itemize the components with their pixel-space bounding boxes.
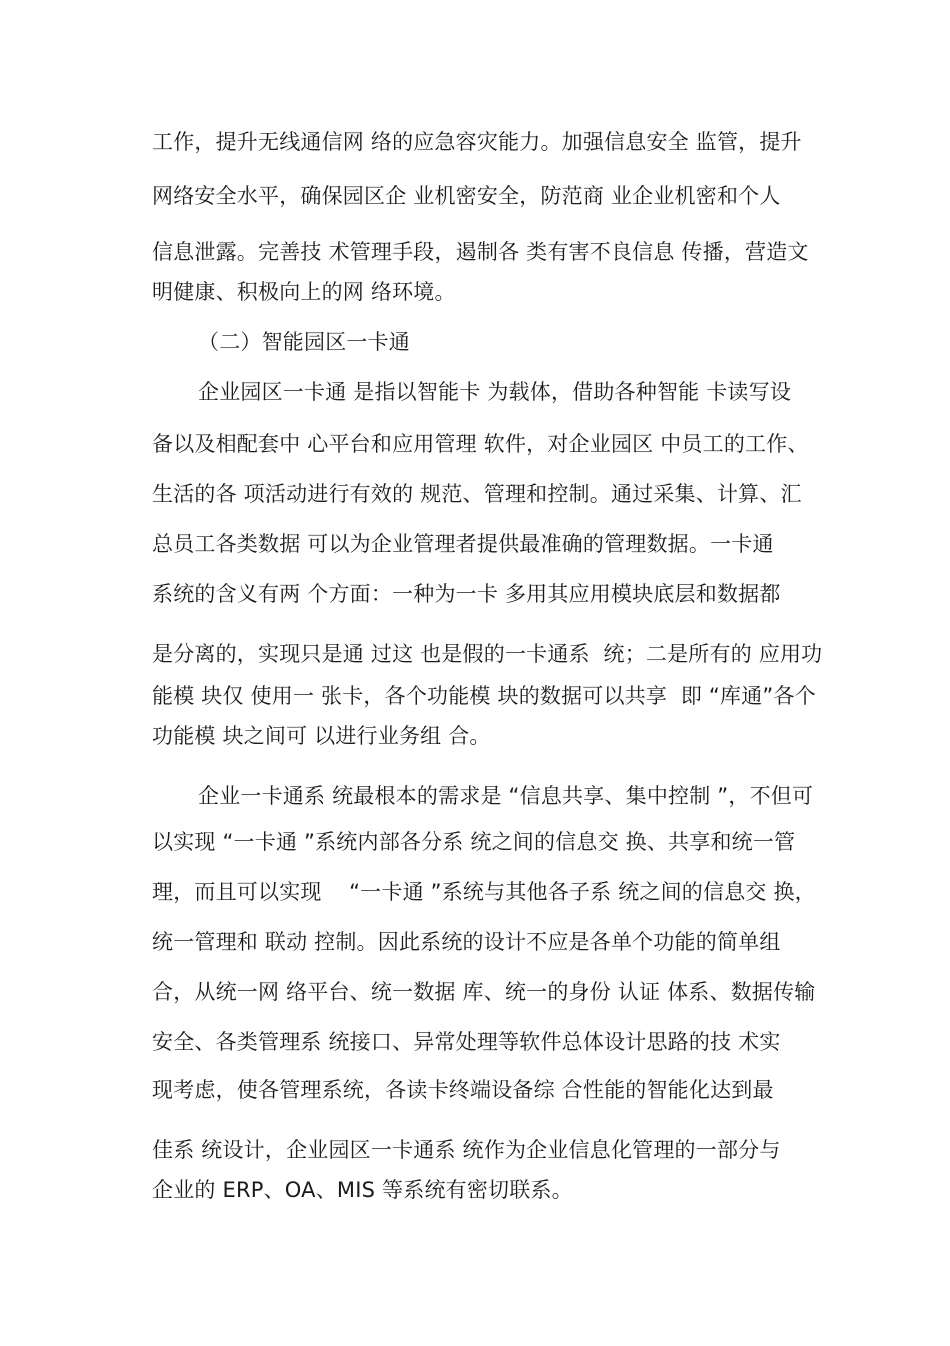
paragraph-line: 理，而且可以实现 “一卡通 ”系统与其他各子系 统之间的信息交 换， bbox=[152, 880, 816, 904]
paragraph-line: 明健康、积极向上的网 络环境。 bbox=[152, 280, 456, 304]
section-heading: （二）智能园区一卡通 bbox=[198, 330, 410, 354]
paragraph-line: 佳系 统设计，企业园区一卡通系 统作为企业信息化管理的一部分与 bbox=[152, 1138, 781, 1162]
paragraph-line: 网络安全水平，确保园区企 业机密安全，防范商 业企业机密和个人 bbox=[152, 184, 781, 208]
paragraph-line: 功能模 块之间可 以进行业务组 合。 bbox=[152, 724, 491, 748]
paragraph-line: 是分离的，实现只是通 过这 也是假的一卡通系 统；二是所有的 应用功 bbox=[152, 642, 823, 666]
paragraph-line: 以实现 “一卡通 ”系统内部各分系 统之间的信息交 换、共享和统一管 bbox=[152, 830, 796, 854]
paragraph-line: 系统的含义有两 个方面：一种为一卡 多用其应用模块底层和数据都 bbox=[152, 582, 781, 606]
paragraph-line: 信息泄露。完善技 术管理手段，遏制各 类有害不良信息 传播，营造文 bbox=[152, 240, 809, 264]
paragraph-line: 统一管理和 联动 控制。因此系统的设计不应是各单个功能的简单组 bbox=[152, 930, 781, 954]
paragraph-line: 备以及相配套中 心平台和应用管理 软件，对企业园区 中员工的工作、 bbox=[152, 432, 809, 456]
paragraph-line: 能模 块仅 使用一 张卡，各个功能模 块的数据可以共享 即 “库通”各个 bbox=[152, 684, 816, 708]
paragraph-line: 安全、各类管理系 统接口、异常处理等软件总体设计思路的技 术实 bbox=[152, 1030, 781, 1054]
paragraph-line: 企业园区一卡通 是指以智能卡 为载体，借助各种智能 卡读写设 bbox=[198, 380, 792, 404]
paragraph-line: 企业的 ERP、OA、MIS 等系统有密切联系。 bbox=[152, 1178, 573, 1202]
paragraph-line: 现考虑，使各管理系统，各读卡终端设备综 合性能的智能化达到最 bbox=[152, 1078, 774, 1102]
paragraph-line: 合，从统一网 络平台、统一数据 库、统一的身份 认证 体系、数据传输 bbox=[152, 980, 816, 1004]
paragraph-line: 企业一卡通系 统最根本的需求是 “信息共享、集中控制 ”，不但可 bbox=[198, 784, 814, 808]
paragraph-line: 生活的各 项活动进行有效的 规范、管理和控制。通过采集、计算、汇 bbox=[152, 482, 802, 506]
paragraph-line: 工作，提升无线通信网 络的应急容灾能力。加强信息安全 监管，提升 bbox=[152, 130, 802, 154]
paragraph-line: 总员工各类数据 可以为企业管理者提供最准确的管理数据。一卡通 bbox=[152, 532, 774, 556]
